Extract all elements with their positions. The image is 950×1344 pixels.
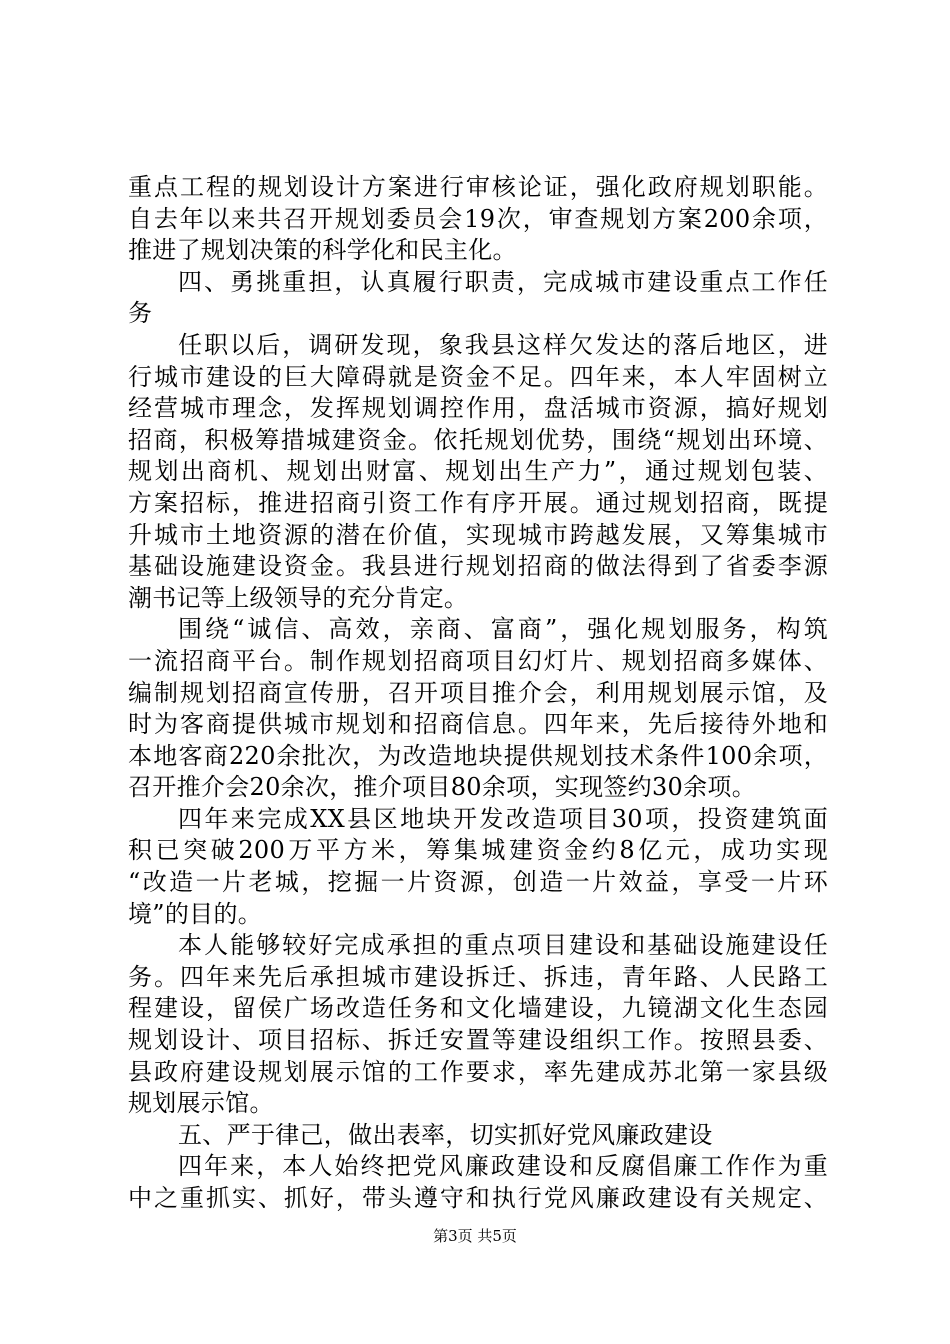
text-line: 县政府建设规划展示馆的工作要求，率先建成苏北第一家县级 <box>128 1057 828 1086</box>
text-line: 中之重抓实、抓好，带头遵守和执行党风廉政建设有关规定、 <box>128 1184 828 1212</box>
text-line: 规划展示馆。 <box>128 1089 274 1118</box>
text-line: 规划出商机、规划出财富、规划出生产力”，通过规划包装、 <box>128 457 828 486</box>
text-line: 推进了规划决策的科学化和民主化。 <box>128 236 517 265</box>
text-line: 一流招商平台。制作规划招商项目幻灯片、规划招商多媒体、 <box>128 646 828 675</box>
text-line: 招商，积极筹措城建资金。依托规划优势，围绕“规划出环境、 <box>128 425 828 454</box>
text-line: 自去年以来共召开规划委员会19次，审查规划方案200余项， <box>128 204 828 233</box>
text-line: 规划设计、项目招标、拆迁安置等建设组织工作。按照县委、 <box>128 1026 828 1055</box>
text-line: 程建设，留侯广场改造任务和文化墙建设，九镜湖文化生态园 <box>128 994 828 1023</box>
text-line: 经营城市理念，发挥规划调控作用，盘活城市资源，搞好规划 <box>128 394 828 423</box>
text-line: 五、严于律己，做出表率，切实抓好党风廉政建设 <box>178 1120 713 1149</box>
text-line: 四年来，本人始终把党风廉政建设和反腐倡廉工作作为重 <box>178 1152 828 1181</box>
text-line: 务。四年来先后承担城市建设拆迁、拆违，青年路、人民路工 <box>128 962 828 991</box>
text-line: 围绕“诚信、高效，亲商、富商”，强化规划服务，构筑 <box>178 615 828 644</box>
page-footer: 第3页 共5页 <box>433 1227 517 1245</box>
text-line: “改造一片老城，挖掘一片资源，创造一片效益，享受一片环 <box>128 868 828 897</box>
text-line: 编制规划招商宣传册，召开项目推介会，利用规划展示馆，及 <box>128 678 828 707</box>
text-line: 方案招标，推进招商引资工作有序开展。通过规划招商，既提 <box>128 488 828 517</box>
text-line: 任职以后，调研发现，象我县这样欠发达的落后地区，进 <box>178 330 828 359</box>
text-line: 升城市土地资源的潜在价值，实现城市跨越发展，又筹集城市 <box>128 520 828 549</box>
text-line: 四年来完成XX县区地块开发改造项目30项，投资建筑面 <box>178 804 828 833</box>
body-text <box>128 172 828 1215</box>
text-line: 重点工程的规划设计方案进行审核论证，强化政府规划职能。 <box>128 173 828 201</box>
text-line: 时为客商提供城市规划和招商信息。四年来，先后接待外地和 <box>128 710 828 739</box>
text-line: 召开推介会20余次，推介项目80余项，实现签约30余项。 <box>128 773 757 802</box>
text-line: 积已突破200万平方米，筹集城建资金约8亿元，成功实现 <box>128 836 828 865</box>
text-line: 潮书记等上级领导的充分肯定。 <box>128 583 469 612</box>
text-line: 四、勇挑重担，认真履行职责，完成城市建设重点工作任 <box>178 267 828 296</box>
text-line: 本地客商220余批次，为改造地块提供规划技术条件100余项， <box>128 741 828 770</box>
text-line: 务 <box>128 299 153 328</box>
text-line: 行城市建设的巨大障碍就是资金不足。四年来，本人牢固树立 <box>128 362 828 391</box>
text-line: 基础设施建设资金。我县进行规划招商的做法得到了省委李源 <box>128 552 828 581</box>
text-line: 境”的目的。 <box>128 899 263 928</box>
text-line: 本人能够较好完成承担的重点项目建设和基础设施建设任 <box>178 931 828 960</box>
